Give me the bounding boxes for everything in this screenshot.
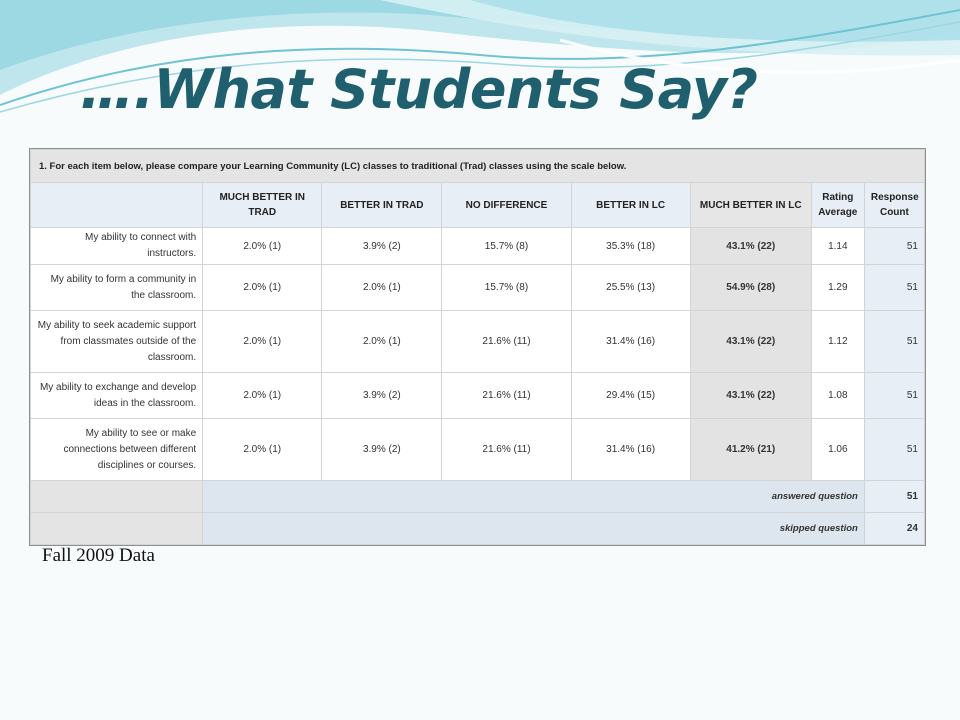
rating-average-cell: 1.12	[811, 311, 864, 373]
answered-question-row	[31, 481, 925, 513]
data-source-note: Fall 2009 Data	[42, 545, 155, 566]
summary-blank-cell	[31, 513, 203, 545]
response-count-cell: 51	[864, 373, 924, 419]
row-label: My ability to exchange and develop ideas in the classroom.	[31, 373, 203, 419]
table-row	[31, 373, 925, 419]
table-row	[31, 265, 925, 311]
col-header-response-count: Response Count	[864, 183, 924, 228]
response-cell: 3.9% (2)	[322, 373, 442, 419]
col-header-no-difference: NO DIFFERENCE	[442, 183, 571, 228]
summary-label: skipped question	[203, 513, 865, 545]
response-cell: 2.0% (1)	[203, 311, 322, 373]
response-cell: 43.1% (22)	[690, 228, 811, 265]
row-label: My ability to see or make connections between different disciplines or courses.	[31, 419, 203, 481]
response-count-cell: 51	[864, 419, 924, 481]
response-cell: 2.0% (1)	[322, 265, 442, 311]
response-cell: 21.6% (11)	[442, 419, 571, 481]
row-label: My ability to connect with instructors.	[31, 228, 203, 265]
rating-average-cell: 1.06	[811, 419, 864, 481]
response-cell: 3.9% (2)	[322, 228, 442, 265]
response-cell: 21.6% (11)	[442, 311, 571, 373]
response-cell: 29.4% (15)	[571, 373, 690, 419]
response-cell: 2.0% (1)	[322, 311, 442, 373]
response-cell: 35.3% (18)	[571, 228, 690, 265]
col-header-better-lc: BETTER IN LC	[571, 183, 690, 228]
response-count-cell: 51	[864, 228, 924, 265]
response-cell: 31.4% (16)	[571, 311, 690, 373]
response-cell: 25.5% (13)	[571, 265, 690, 311]
rating-average-cell: 1.29	[811, 265, 864, 311]
response-cell: 2.0% (1)	[203, 265, 322, 311]
question-text: 1. For each item below, please compare your Learning Community (LC) classes to traditional (Trad) classes using the scale below.	[31, 150, 925, 183]
response-count-cell: 51	[864, 265, 924, 311]
response-cell: 21.6% (11)	[442, 373, 571, 419]
slide-title: ….What Students Say?	[80, 58, 758, 121]
col-header-better-trad: BETTER IN TRAD	[322, 183, 442, 228]
column-header-row	[31, 183, 925, 228]
table-row	[31, 311, 925, 373]
response-cell: 3.9% (2)	[322, 419, 442, 481]
row-label: My ability to seek academic support from classmates outside of the classroom.	[31, 311, 203, 373]
response-cell: 54.9% (28)	[690, 265, 811, 311]
response-cell: 43.1% (22)	[690, 373, 811, 419]
response-cell: 43.1% (22)	[690, 311, 811, 373]
summary-value: 24	[864, 513, 924, 545]
rating-average-cell: 1.14	[811, 228, 864, 265]
rating-average-cell: 1.08	[811, 373, 864, 419]
col-header-much-better-trad: MUCH BETTER IN TRAD	[203, 183, 322, 228]
response-cell: 2.0% (1)	[203, 373, 322, 419]
summary-value: 51	[864, 481, 924, 513]
summary-blank-cell	[31, 481, 203, 513]
table-row	[31, 419, 925, 481]
row-label-header	[31, 183, 203, 228]
response-cell: 31.4% (16)	[571, 419, 690, 481]
response-cell: 2.0% (1)	[203, 419, 322, 481]
survey-results-table	[29, 148, 926, 546]
row-label: My ability to form a community in the classroom.	[31, 265, 203, 311]
col-header-much-better-lc: MUCH BETTER IN LC	[690, 183, 811, 228]
response-cell: 15.7% (8)	[442, 265, 571, 311]
response-cell: 15.7% (8)	[442, 228, 571, 265]
summary-label: answered question	[203, 481, 865, 513]
col-header-rating-average: Rating Average	[811, 183, 864, 228]
response-cell: 41.2% (21)	[690, 419, 811, 481]
response-cell: 2.0% (1)	[203, 228, 322, 265]
table-row	[31, 228, 925, 265]
response-count-cell: 51	[864, 311, 924, 373]
question-row	[31, 150, 925, 183]
skipped-question-row	[31, 513, 925, 545]
